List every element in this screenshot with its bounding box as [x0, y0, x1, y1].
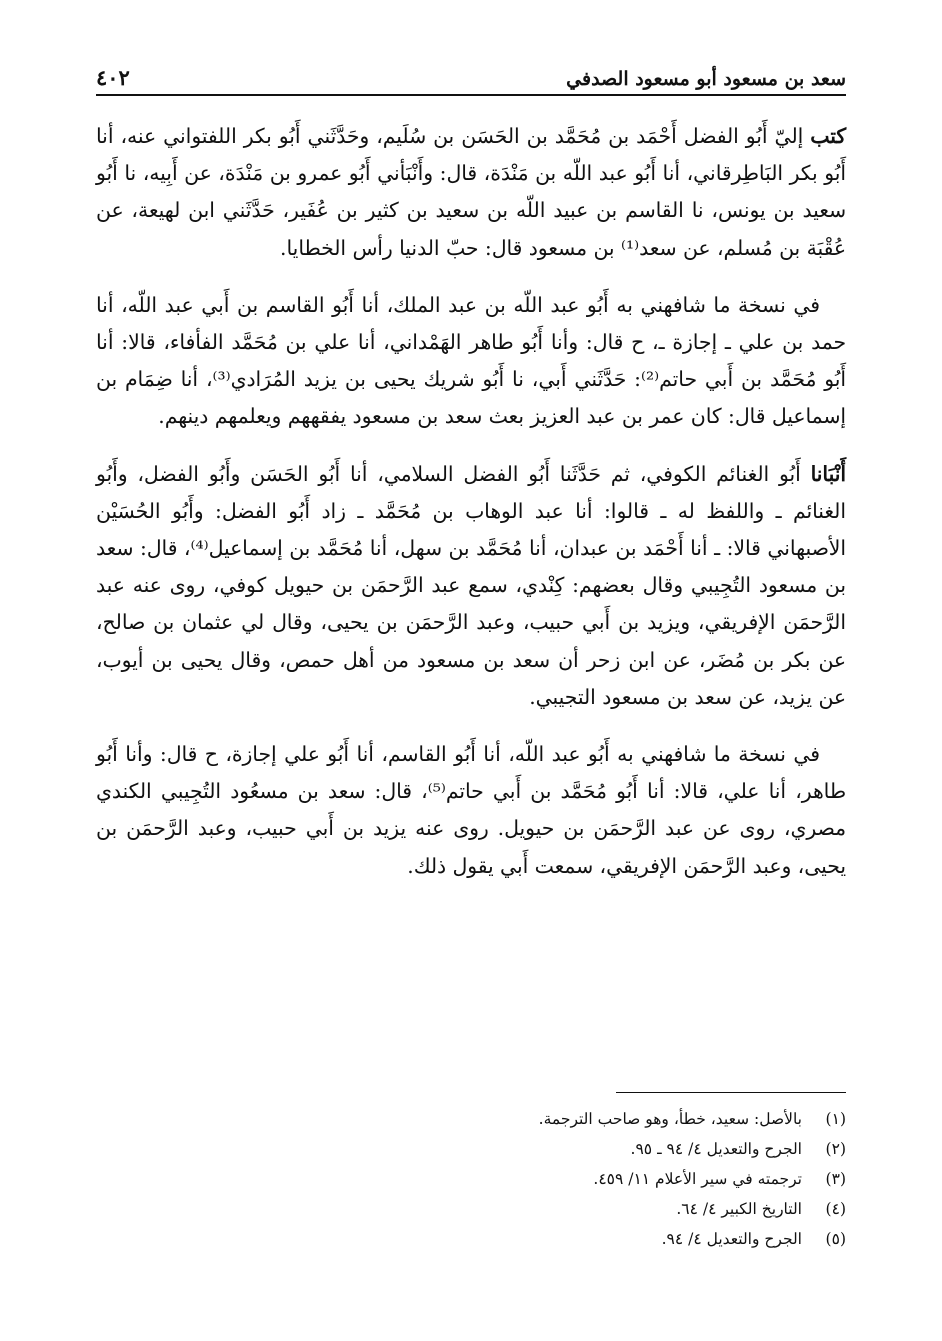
- paragraph-lead: كتب: [810, 124, 846, 148]
- running-title: سعد بن مسعود أبو مسعود الصدفي: [566, 68, 846, 90]
- paragraph-3: [96, 456, 846, 716]
- footnote-item: [96, 1194, 846, 1224]
- footnote-number: (٢): [825, 1140, 846, 1158]
- footnote-text: ترجمته في سير الأعلام ١١/ ٤٥٩.: [593, 1170, 802, 1188]
- footnote-item: [96, 1134, 846, 1164]
- footnote-number: (٥): [825, 1230, 846, 1248]
- paragraph-1: [96, 118, 846, 267]
- footnote-item: [96, 1164, 846, 1194]
- footnote-text: بالأصل: سعيد، خطأ، وهو صاحب الترجمة.: [538, 1110, 802, 1128]
- paragraph-2: [96, 287, 846, 436]
- footnote-item: [96, 1224, 846, 1254]
- paragraph-text: أَبُو الغنائم الكوفي، ثم حَدَّثَنا أَبُو الفضل السلامي، أنا أَبُو الحَسَن وأَبُو الفضل، وأَبُو الغنائم ـ واللفظ له ـ قالوا: أنا عبد الوهاب بن مُحَمَّد ـ زاد أَبُو الفضل: وأَبُو الحُسَيْن الأصبهاني قالا: ـ أنا أَحْمَد بن عبدان، أنا مُحَمَّد بن سهل، أنا مُحَمَّد بن إسماعيل⁽⁴⁾، قال: سعد بن مسعود التُجِيبي وقال بعضهم: كِنْدي، سمع عبد الرَّحمَن بن حيويل كوفي، روى عنه عبد الرَّحمَن الإفريقي، ويزيد بن أَبي حبيب، وعبد الرَّحمَن بن يحيى، وقال لي عثمان بن صالح، عن بكر بن مُضَر، عن ابن زحر أن سعد بن مسعود من أهل حمص، وقال يحيى بن أيوب، عن يزيد، عن سعد بن مسعود التجيبي.: [96, 461, 846, 709]
- page-number: ٤٠٢: [96, 65, 130, 90]
- footnote-item: [96, 1104, 846, 1134]
- paragraph-text: في نسخة ما شافهني به أَبُو عبد اللّه بن عبد الملك، أنا أَبُو القاسم بن أَبي عبد اللّه، أنا حمد بن علي ـ إجازة ـ، ح قال: وأنا أَبُو طاهر الهَمْداني، أنا علي بن مُحَمَّد الفأفاء، قالا: أنا أَبُو مُحَمَّد بن أَبي حاتم⁽²⁾: حَدَّثَني أَبي، نا أَبُو شريك يحيى بن يزيد المُرَادي⁽³⁾، أنا ضِمَام بن إسماعيل قال: كان عمر بن عبد العزيز بعث سعد بن مسعود يفقههم ويعلمهم دينهم.: [96, 292, 846, 429]
- footnote-number: (١): [825, 1110, 846, 1128]
- page-header: [96, 54, 846, 96]
- paragraph-text: في نسخة ما شافهني به أَبُو عبد اللّه، أنا أَبُو القاسم، أنا أَبُو علي إجازة، ح قال: وأنا أَبُو طاهر، أنا علي، قالا: أنا أَبُو مُحَمَّد بن أَبي حاتم⁽⁵⁾، قال: سعد بن مسعُود التُجِيبي الكندي مصري، روى عن عبد الرَّحمَن بن حيويل. روى عنه يزيد بن أَبي حبيب، وعبد الرَّحمَن بن يحيى، وعبد الرَّحمَن الإفريقي، سمعت أَبي يقول ذلك.: [96, 742, 846, 878]
- footnotes: [96, 1104, 846, 1254]
- paragraph-lead: أَنْبَانا: [810, 461, 846, 486]
- paragraph-text: إليّ أَبُو الفضل أَحْمَد بن مُحَمَّد بن الحَسَن بن سُلَيم، وحَدَّثَني أَبُو بكر اللفتواني عنه، أنا أَبُو بكر البَاطِرقاني، أنا أَبُو عبد اللّه بن مَنْدَة، قال: وأَنْبَأني أَبُو عمرو بن مَنْدَة، عن أَبِيه، نا أَبُو سعيد بن يونس، نا القاسم بن عبيد اللّه بن سعيد بن كثير بن عُفَير، حَدَّثَني ابن لهيعة، عن عُقْبَة بن مُسلم، عن سعد⁽¹⁾ بن مسعود قال: حبّ الدنيا رأس الخطايا.: [96, 124, 846, 260]
- footnote-text: الجرح والتعديل ٤/ ٩٤ ـ ٩٥.: [630, 1140, 802, 1158]
- paragraph-4: [96, 736, 846, 885]
- footnote-text: الجرح والتعديل ٤/ ٩٤.: [661, 1230, 802, 1248]
- footnote-divider: [616, 1092, 846, 1093]
- footnote-number: (٣): [825, 1170, 846, 1188]
- footnote-number: (٤): [825, 1200, 846, 1218]
- main-text: [96, 118, 846, 905]
- footnote-text: التاريخ الكبير ٤/ ٦٤.: [676, 1200, 802, 1218]
